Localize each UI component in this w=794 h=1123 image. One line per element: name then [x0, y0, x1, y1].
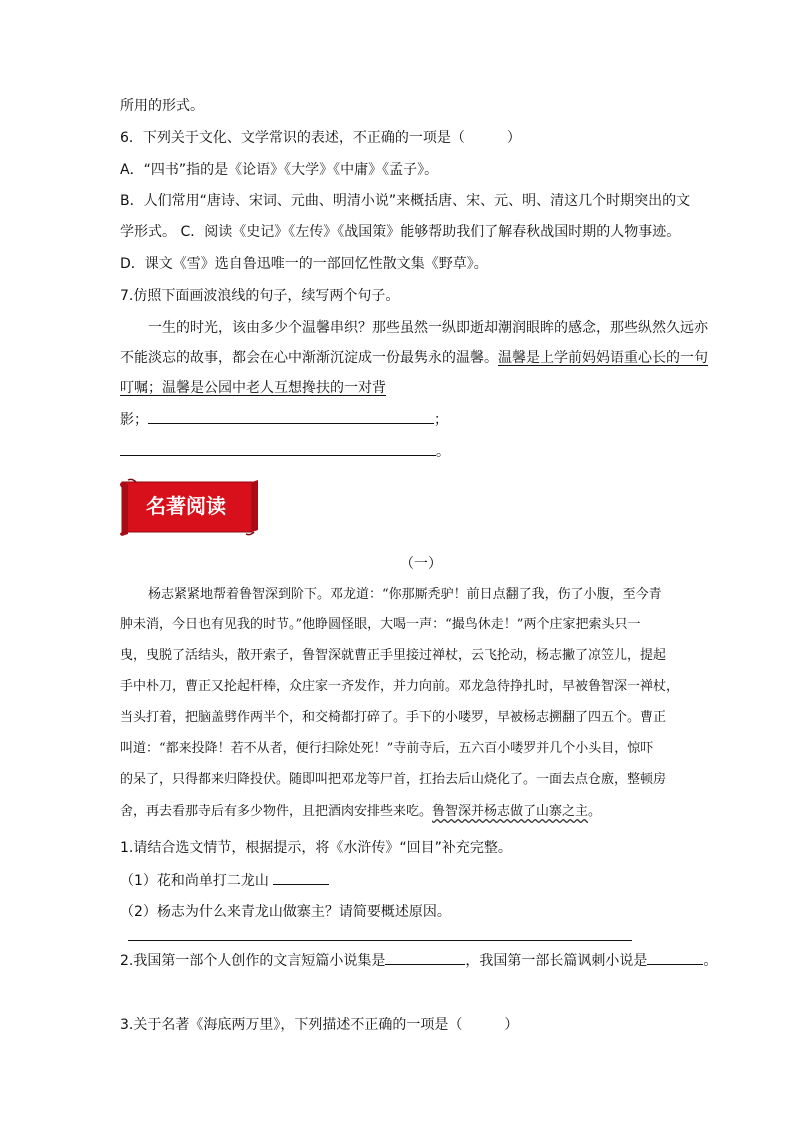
q2-blank-2[interactable]	[647, 950, 703, 965]
reading-q1-stem: 1.请结合选文情节，根据提示，将《水浒传》“回目”补充完整。	[120, 840, 512, 856]
q7-passage-text: 不能淡忘的故事，都会在心中渐渐沉淀成一份最隽永的温馨。	[120, 350, 498, 366]
q2-blank-1[interactable]	[385, 950, 465, 965]
reading-line-1: 杨志紧紧地帮着鲁智深到阶下。邓龙道：“你那厮秃驴！前日点翻了我，伤了小腹，至今青	[148, 587, 662, 602]
reading-line-7: 的呆了，只得都来归降投伏。随即叫把邓龙等尸首，扛抬去后山烧化了。一面去点仓廒，整顿房	[120, 772, 667, 787]
q6-option-d: D．课文《雪》选自鲁迅唯一的一部回忆性散文集《野草》。	[120, 256, 488, 272]
reading-line-6: 叫道：“都来投降！若不从者，便行扫除处死！”寺前寺后，五六百小喽罗并几个小头目，惊吓	[120, 741, 654, 756]
q7-answer-blank-1[interactable]	[148, 409, 434, 424]
reading-line-8: 舍，再去看那寺后有多少物件，且把酒肉安排些来吃。鲁智深并杨志做了山寨之主。	[120, 804, 602, 819]
q7-answer-line1: 影； ；	[120, 409, 448, 430]
q1-part2-answer-line[interactable]	[128, 940, 632, 941]
reading-line-5: 当头打着，把脑盖劈作两半个，和交椅都打碎了。手下的小喽罗，早被杨志搠翻了四五个。曹正	[120, 710, 667, 725]
reading-q3: 3.关于名著《海底两万里》，下列描述不正确的一项是（ ）	[120, 1017, 519, 1033]
reading-q1-part1: （1）花和尚单打二龙山	[120, 870, 329, 891]
q6-option-b-line1: B．人们常用“唐诗、宋词、元曲、明清小说”来概括唐、宋、元、明、清这几个时期突出的文	[120, 193, 691, 209]
q7-answer-line2: 。	[120, 441, 450, 462]
q6-option-a: A．“四书”指的是《论语》《大学》《中庸》《孟子》。	[120, 162, 439, 178]
reading-q2: 2.我国第一部个人创作的文言短篇小说集是 ，我国第一部长篇讽刺小说是 。	[120, 950, 717, 971]
q7-underlined-sentence: 温馨是上学前妈妈语重心长的一句	[498, 350, 708, 366]
banner-label: 名著阅读	[146, 494, 226, 518]
q7-answer-blank-2[interactable]	[120, 441, 436, 456]
q1-part1-blank[interactable]	[273, 870, 329, 885]
reading-underlined-sentence: 鲁智深并杨志做了山寨之主	[432, 804, 589, 819]
q6-option-b-c-line2: 学形式。 C．阅读《史记》《左传》《战国策》能够帮助我们了解春秋战国时期的人物事迹。	[120, 224, 681, 240]
q7-underlined-sentence-cont: 叮嘱；温馨是公园中老人互想搀扶的一对背	[120, 380, 386, 396]
q7-passage-line3	[120, 378, 386, 398]
continued-text: 所用的形式。	[120, 98, 204, 114]
section-banner	[118, 476, 260, 538]
reading-line-4: 手中朴刀，曹正又抡起杆棒，众庄家一齐发作，并力向前。邓龙急待挣扎时，早被鲁智深一禅杖，	[120, 679, 680, 694]
q7-passage-line2	[120, 348, 708, 368]
q7-stem: 7.仿照下面画波浪线的句子，续写两个句子。	[120, 288, 400, 304]
q7-passage-line1: 一生的时光，该由多少个温馨串织？那些虽然一纵即逝却潮润眼眸的感念，那些纵然久远亦	[148, 320, 708, 336]
reading-q1-part2: （2）杨志为什么来青龙山做寨主？请简要概述原因。	[120, 904, 451, 920]
reading-line-2: 肿未消，今日也有见我的时节。”他睁圆怪眼，大喝一声：“撮鸟休走！”两个庄家把索头只一	[120, 617, 641, 632]
reading-line-3: 曳，曳脱了活结头，散开索子，鲁智深就曹正手里接过禅杖，云飞抡动，杨志撇了凉笠儿，提起	[120, 648, 667, 663]
q6-stem: 6．下列关于文化、文学常识的表述，不正确的一项是（ ）	[120, 130, 521, 146]
reading-section-number: （一）	[400, 556, 442, 572]
